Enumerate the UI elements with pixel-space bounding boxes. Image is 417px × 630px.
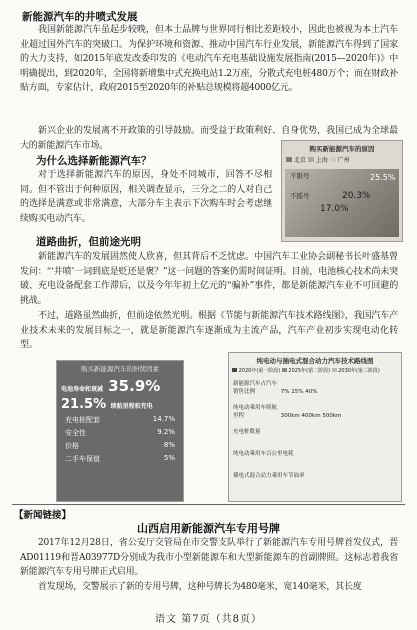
legend-c: 2030年(第三阶段): [338, 368, 380, 374]
val-4: 300km: [280, 413, 300, 419]
item-4: [65, 454, 175, 464]
item-4-value: 5%: [163, 454, 175, 462]
news-title: 山西启用新能源汽车专用号牌: [137, 522, 280, 535]
section2-heading: 为什么选择新能源汽车？: [36, 155, 152, 167]
item-2-value: 9.2%: [157, 428, 175, 436]
section3-para2: 不过，道路虽然曲折，但前途依然光明。根据《节能与新能源汽车技术路线图》，我国汽车产业技术未来的发展目标之一，就是新能源汽车逐渐成为主流产品，汽车产业初步实现电动化转型。: [20, 311, 398, 350]
section3-para1: 新能源汽车的发展固然使人欣喜，但其背后不乏忧虑。中国汽车工业协会副秘书长叶盛基曾发问：“‘井喷’一词到底是贬还是褒？”这一问题的答案仍需时间证明。目前，电池核心技术尚未突破、充电设备配套工作滞后，以及今年年初上亿元的“骗补”事件，都是新能源汽车业不可回避的挑战。: [20, 252, 398, 306]
chart-reasons-legend: [286, 155, 398, 164]
row-4: 纯电动乘用车百公里电耗: [233, 451, 294, 457]
legend-1: 北京: [293, 157, 306, 164]
row-2: [233, 403, 397, 425]
value-2: 20.3%: [342, 191, 371, 201]
row-1: [233, 379, 397, 401]
news-para2: 首发现场，交警展示了新的专用号牌，这种号牌长为480毫米，宽140毫米，其长度: [38, 582, 362, 592]
val-1: 7%: [280, 389, 290, 395]
label-b: 不摇号: [290, 192, 310, 200]
item-2: [65, 428, 175, 438]
big-value-2: [61, 397, 179, 412]
item-4-label: 二手车保值: [65, 455, 100, 463]
chart-roadmap-title: 纯电动与插电式混合动力汽车技术路线图: [256, 357, 374, 365]
legend-3: 广州: [337, 157, 350, 164]
legend-a: 2020年(第一阶段): [238, 368, 281, 374]
legend-2: 上海: [315, 157, 328, 164]
item-1-label: 充电桩配套: [65, 416, 100, 424]
row-2-label: 纯电动乘用车续航里程: [233, 405, 278, 419]
chart-roadmap: [228, 352, 402, 502]
section3-heading: 道路曲折，但前途光明: [36, 236, 141, 248]
section1-para2: 新兴企业的发展离不开政策的引导鼓励。而受益于政策利好、自身优势，我国已成为全球最大的新能源汽车市场。: [20, 126, 398, 151]
chart-concerns: [56, 360, 184, 502]
big-number-1: 35.9%: [108, 377, 161, 395]
page-footer: 语文 第7页（共8页）: [155, 614, 262, 625]
chart-reasons-title: 购买新能源汽车的原因: [309, 145, 375, 153]
item-1-value: 14.7%: [152, 415, 175, 423]
val-2: 15%: [291, 389, 304, 395]
row-1-label: 新能源汽车占汽车销售比例: [233, 381, 278, 395]
section1-para1: 我国新能源汽车虽起步较晚，但本土品牌与世界同行相比差距较小，因此也被视为本土汽车业超过国外汽车的突破口。为保护环境和资源、推动中国汽车行业发展，新能源汽车得到了国家的大力支持，如2015年底发改委印发的《电动汽车充电基础设施发展指南(2015—2020年)》中明确提出，到2020年，全国将新增集中式充换电站1.2万座，分散式充电桩480万个；而在财政补贴方面，专家估计，政府2015至2020年的补贴总规模将超4000亿元。: [20, 25, 398, 93]
val-3: 40%: [305, 389, 318, 395]
val-5: 400km: [301, 413, 321, 419]
item-3: [65, 441, 175, 451]
big-value-1: [61, 377, 179, 395]
row-5: 插电式混合动力乘用车节油率: [233, 473, 305, 479]
value-1: 25.5%: [370, 173, 396, 182]
news-para1: 2017年12月28日，省公安厅交管局在市交警支队举行了新能源汽车专用号牌首发仪式，晋AD01119和晋A03977D分别成为我市小型新能源车和大型新能源车的首副牌照。这标志着我省新能源汽车专用号牌正式启用。: [20, 538, 398, 577]
item-3-value: 8%: [163, 441, 175, 449]
chart-concerns-title: 购买新能源汽车的担忧因素: [81, 365, 159, 373]
section2-para: 对于选择新能源汽车的原因，身处不同城市，回答不尽相同。但不管出于何种原因，相关调查显示，三分之二的人对自己的选择是满意或非常满意，大部分车主表示下次购车时会考虑继续购买电动汽车。: [20, 170, 272, 224]
big-number-2: 21.5%: [61, 397, 107, 412]
big-label-1: 电池寿命和衰减: [61, 386, 104, 393]
legend-b: 2025年(第二阶段): [288, 368, 331, 374]
chart-reasons: [281, 140, 403, 242]
item-1: [65, 415, 175, 425]
row-3: 充电桩数量: [233, 429, 261, 435]
item-3-label: 价格: [65, 442, 79, 450]
value-3: 17.0%: [320, 204, 349, 214]
news-tag: 【新闻链接】: [14, 510, 72, 521]
val-6: 500km: [322, 413, 342, 419]
section1-heading: 新能源汽车的井喷式发展: [22, 11, 138, 23]
big-label-2: 续航里程和充电: [110, 403, 153, 410]
item-2-label: 安全性: [65, 429, 86, 437]
label-a: 不限号: [290, 172, 310, 180]
chart-roadmap-legend: [232, 367, 398, 374]
